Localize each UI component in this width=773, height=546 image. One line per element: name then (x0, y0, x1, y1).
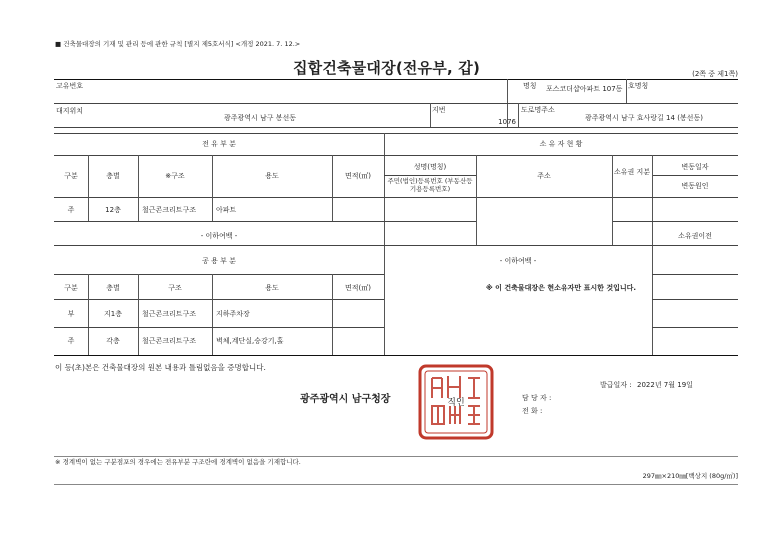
excl-col-use: 용도 (265, 172, 279, 180)
own-col-share: 소유권 지분 (613, 168, 651, 176)
common-row-floor: 지1층 (104, 310, 122, 318)
exclusive-section-title: 전 유 부 분 (202, 140, 236, 148)
excl-row-type: 주 (67, 206, 75, 214)
common-row-type: 주 (67, 337, 75, 345)
common-row-floor: 각층 (106, 337, 120, 345)
road-label: 도로명주소 (521, 106, 555, 114)
common-row-type: 부 (67, 310, 75, 318)
common-col-structure: 구조 (168, 284, 182, 292)
page-indicator: (2쪽 중 제1쪽) (692, 70, 738, 78)
phone-label: 전 화 : (522, 407, 543, 415)
own-blank-note: - 이하여백 - (499, 257, 537, 265)
own-col-change-reason: 변동원인 (681, 182, 709, 190)
page-title: 집합건축물대장(전유부, 갑) (292, 59, 481, 77)
certification-statement: 이 등(초)본은 건축물대장의 원본 내용과 틀림없음을 증명합니다. (55, 363, 266, 372)
excl-col-structure: ※구조 (165, 172, 185, 180)
excl-blank-note: - 이하여백 - (200, 232, 238, 240)
excl-row-use: 아파트 (216, 206, 237, 214)
common-section-title: 공 용 부 분 (202, 257, 236, 265)
excl-row-floor: 12층 (105, 206, 121, 214)
ownership-notice: ※ 이 건축물대장은 현소유자만 표시한 것입니다. (485, 284, 637, 292)
common-row-use: 벽체,계단실,승강기,홀 (216, 337, 284, 345)
name-value: 포스코더샵아파트 107동 (546, 85, 623, 93)
common-col-floor: 층별 (106, 284, 120, 292)
unit-label: 호명칭 (628, 82, 649, 90)
lot-value: 1076 (498, 118, 516, 126)
paper-spec: 297㎜×210㎜[백상지 (80g/㎡)] (642, 472, 738, 480)
footer-note: ※ 경계벽이 없는 구분점포의 경우에는 전유부분 구조란에 경계벽이 없음을 기재합니다. (55, 458, 301, 466)
seal-text: 직인 (447, 398, 465, 408)
own-change-reason-value: 소유권이전 (678, 232, 712, 240)
name-label: 명칭 (523, 82, 537, 90)
site-label: 대지위치 (56, 107, 84, 115)
lot-label: 지번 (432, 106, 446, 114)
excl-col-type: 구분 (64, 172, 78, 180)
own-col-regno: 주민(법인)등록번호 (부동산등기용등록번호) (387, 177, 473, 193)
site-value: 광주광역시 남구 봉선동 (223, 114, 297, 122)
common-row-use: 지하주차장 (216, 310, 250, 318)
common-col-type: 구분 (64, 284, 78, 292)
own-col-address: 주소 (537, 172, 551, 180)
common-row-structure: 철근콘크리트구조 (142, 337, 197, 345)
excl-col-area: 면적(㎡) (345, 172, 371, 180)
common-col-area: 면적(㎡) (345, 284, 371, 292)
issue-date-label: 발급일자 : (600, 381, 632, 389)
common-col-use: 용도 (265, 284, 279, 292)
excl-col-floor: 층별 (106, 172, 120, 180)
official-seal (416, 362, 496, 442)
own-col-change-date: 변동일자 (681, 163, 709, 171)
own-col-name: 성명(명칭) (413, 163, 447, 171)
regulation-text: ■ 건축물대장의 기재 및 관리 등에 관한 규칙 [별지 제5호서식] <개정 2021. 7. 12.> (55, 40, 301, 48)
ownership-section-title: 소 유 자 현 황 (539, 140, 583, 148)
issuer-name: 광주광역시 남구청장 (300, 394, 391, 405)
unique-no-label: 고유번호 (56, 82, 84, 90)
common-row-structure: 철근콘크리트구조 (142, 310, 197, 318)
road-value: 광주광역시 남구 효사랑길 14 (봉선동) (585, 114, 703, 122)
issue-date-value: 2022년 7월 19일 (637, 381, 693, 389)
excl-row-structure: 철근콘크리트구조 (142, 206, 197, 214)
officer-label: 담 당 자 : (522, 394, 552, 402)
